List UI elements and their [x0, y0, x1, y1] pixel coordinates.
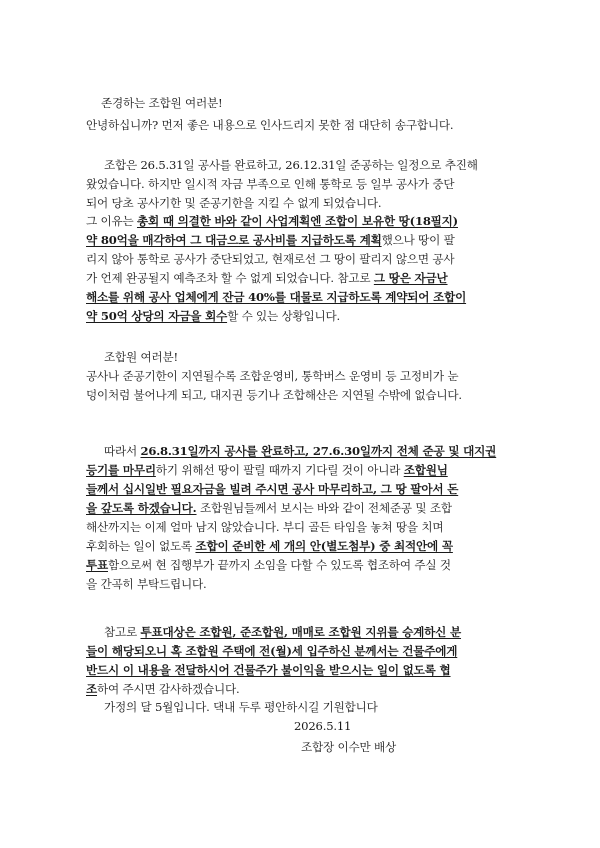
greeting: 존경하는 조합원 여러분!: [101, 96, 223, 110]
p4-line-3: 반드시 이 내용을 전달하시어 건물주가 불이익을 받으시는 일이 없도록 협: [86, 663, 451, 677]
p3-line-4-emphasis: 을 갚도록 하겠습니다.: [86, 501, 197, 515]
p1-line-7-plain: 가 언제 완공될지 예측조차 할 수 없게 되었습니다. 참고로: [86, 271, 374, 285]
p3-line-2-plain: 하기 위해선 땅이 팔릴 때까지 기다릴 것이 아니라: [155, 463, 404, 477]
p4-line-2: 들이 해당되오니 혹 조합원 주택에 전(월)세 입주하신 분께서는 건물주에게: [86, 644, 458, 658]
p2-greeting: 조합원 여러분!: [104, 350, 178, 364]
p1-line-4-plain: 그 이유는: [86, 214, 137, 228]
p1-line-9-emphasis: 약 50억 상당의 자금을 회수: [86, 309, 228, 323]
p1-line-5-plain: 했으나 땅이 팔: [381, 233, 455, 247]
p4-line-4: [86, 682, 239, 697]
opening-line: 안녕하십니까? 먼저 좋은 내용으로 인사드리지 못한 점 대단히 송구합니다.: [86, 118, 454, 132]
p3-line-2: [86, 463, 448, 478]
p3-line-7-plain: 함으로써 현 집행부가 끝까지 소임을 다할 수 있도록 협조하여 주실 것: [108, 558, 451, 572]
p3-line-6-plain: 후회하는 일이 없도록: [86, 539, 196, 553]
closing-line: 가정의 달 5월입니다. 댁내 두루 평안하시길 기원합니다: [104, 700, 378, 714]
p1-line-7-emphasis: 그 땅은 자금난: [373, 271, 448, 285]
p1-line-6: 리지 않아 통학로 공사가 중단되었고, 현재로선 그 땅이 팔리지 않으면 공사: [86, 252, 455, 266]
p3-line-2-emphasis-b: 조합원님: [403, 463, 448, 477]
p1-line-4: [86, 214, 458, 229]
p3-line-6: [86, 539, 453, 554]
p1-line-8: 해소를 위해 공사 업체에게 잔금 40%를 대물로 지급하도록 계약되어 조합이: [86, 290, 467, 304]
p3-line-7-emphasis: 투표: [86, 558, 108, 572]
p4-line-4-plain: 하여 주시면 감사하겠습니다.: [97, 682, 240, 696]
p1-line-4-emphasis: 총회 때 의결한 바와 같이 사업계획엔 조합이 보유한 땅(18필지): [136, 214, 458, 228]
p2-line-1: 공사나 준공기한이 지연될수록 조합운영비, 통학버스 운영비 등 고정비가 눈: [86, 369, 459, 383]
p1-line-5: [86, 233, 455, 248]
p3-line-4: [86, 501, 452, 516]
signature: 조합장 이수만 배상: [301, 740, 396, 754]
p1-line-2: 왔었습니다. 하지만 일시적 자금 부족으로 인해 통학로 등 일부 공사가 중단: [86, 177, 455, 191]
p3-line-4-plain: 조합원님들께서 보시는 바와 같이 전체준공 및 조합: [196, 501, 452, 515]
p2-line-2: 덩이처럼 불어나게 되고, 대지권 등기나 조합해산은 지연될 수밖에 없습니다.: [86, 388, 462, 402]
p3-line-8: 을 간곡히 부탁드립니다.: [86, 577, 207, 591]
p3-line-2-emphasis-a: 등기를 마무리: [86, 463, 156, 477]
p3-line-5: 해산까지는 이제 얼마 남지 않았습니다. 부디 골든 타임을 놓쳐 땅을 치며: [86, 520, 444, 534]
p1-line-3: 되어 당초 공사기한 및 준공기한을 지킬 수 없게 되었습니다.: [86, 196, 382, 210]
date: 2026.5.11: [294, 719, 352, 733]
p3-line-1: [104, 444, 496, 459]
p1-line-9-plain: 할 수 있는 상황입니다.: [227, 309, 341, 323]
p3-line-1-emphasis: 26.8.31일까지 공사를 완료하고, 27.6.30일까지 전체 준공 및 대지권: [140, 444, 497, 458]
p1-line-5-emphasis: 약 80억을 매각하여 그 대금으로 공사비를 지급하도록 계획: [86, 233, 382, 247]
p4-line-1-plain: 참고로: [104, 625, 141, 639]
p4-line-4-emphasis: 조: [86, 682, 97, 696]
p1-line-1: 조합은 26.5.31일 공사를 완료하고, 26.12.31일 준공하는 일정으로 추진해: [104, 158, 478, 172]
p4-line-1-emphasis: 투표대상은 조합원, 준조합원, 매매로 조합원 지위를 승계하신 분: [140, 625, 462, 639]
p3-line-3: 들께서 십시일반 필요자금을 빌려 주시면 공사 마무리하고, 그 땅 팔아서 돈: [86, 482, 459, 496]
p1-line-7: [86, 271, 448, 286]
p1-line-9: [86, 309, 340, 324]
p4-line-1: [104, 625, 461, 640]
p3-line-7: [86, 558, 451, 573]
p3-line-6-emphasis: 조합이 준비한 세 개의 안(별도첨부) 중 최적안에 꼭: [195, 539, 453, 553]
p3-line-1-plain: 따라서: [104, 444, 141, 458]
